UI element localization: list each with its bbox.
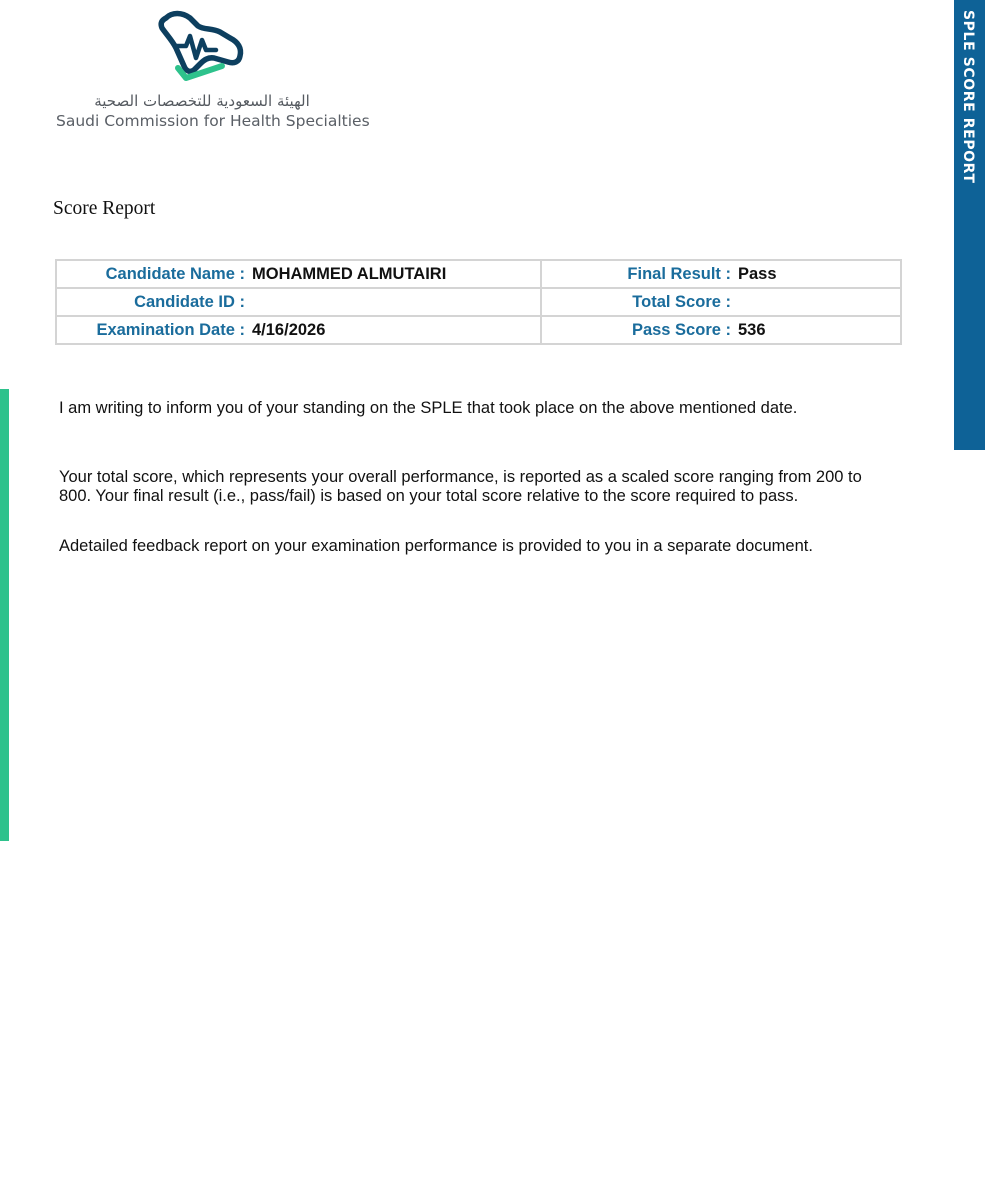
table-cell (56, 316, 541, 344)
examination-date-label: Examination Date : (96, 320, 245, 339)
table-cell (541, 316, 901, 344)
candidate-id-label: Candidate ID : (134, 292, 245, 311)
table-cell (56, 260, 541, 288)
side-tab-label: SPLE SCORE REPORT (960, 10, 976, 184)
logo-mark-icon (152, 8, 248, 90)
body-paragraph-standing: I am writing to inform you of your standing on the SPLE that took place on the above mentioned date. (59, 399, 798, 417)
pass-score-label: Pass Score : (631, 320, 731, 339)
total-score-label: Total Score : (632, 292, 731, 311)
pass-score-value: 536 (738, 320, 766, 339)
table-cell (56, 288, 541, 316)
side-tab (954, 0, 985, 450)
table-cell (541, 288, 901, 316)
candidate-name-value: MOHAMMED ALMUTAIRI (252, 264, 447, 283)
table-row (56, 260, 901, 288)
table-row (56, 288, 901, 316)
logo-english-name: Saudi Commission for Health Specialties (56, 112, 370, 130)
organization-logo (56, 8, 370, 138)
final-result-value: Pass (738, 264, 777, 283)
examination-date-value: 4/16/2026 (252, 320, 326, 339)
accent-bar (0, 389, 9, 841)
body-paragraph-feedback: Adetailed feedback report on your examination performance is provided to you in a separate document. (59, 537, 813, 555)
logo-arabic-name: الهيئة السعودية للتخصصات الصحية (94, 92, 310, 110)
final-result-label: Final Result : (627, 264, 731, 283)
candidate-name-label: Candidate Name : (105, 264, 245, 283)
results-table (55, 259, 902, 345)
table-row (56, 316, 901, 344)
body-paragraph-scoring: Your total score, which represents your overall performance, is reported as a scaled score ranging from 200 to 800. Your final result (i.e., pass/fail) is based on your total score relative to the score required to pass. (59, 468, 862, 505)
table-cell (541, 260, 901, 288)
document-title: Score Report (53, 198, 156, 219)
